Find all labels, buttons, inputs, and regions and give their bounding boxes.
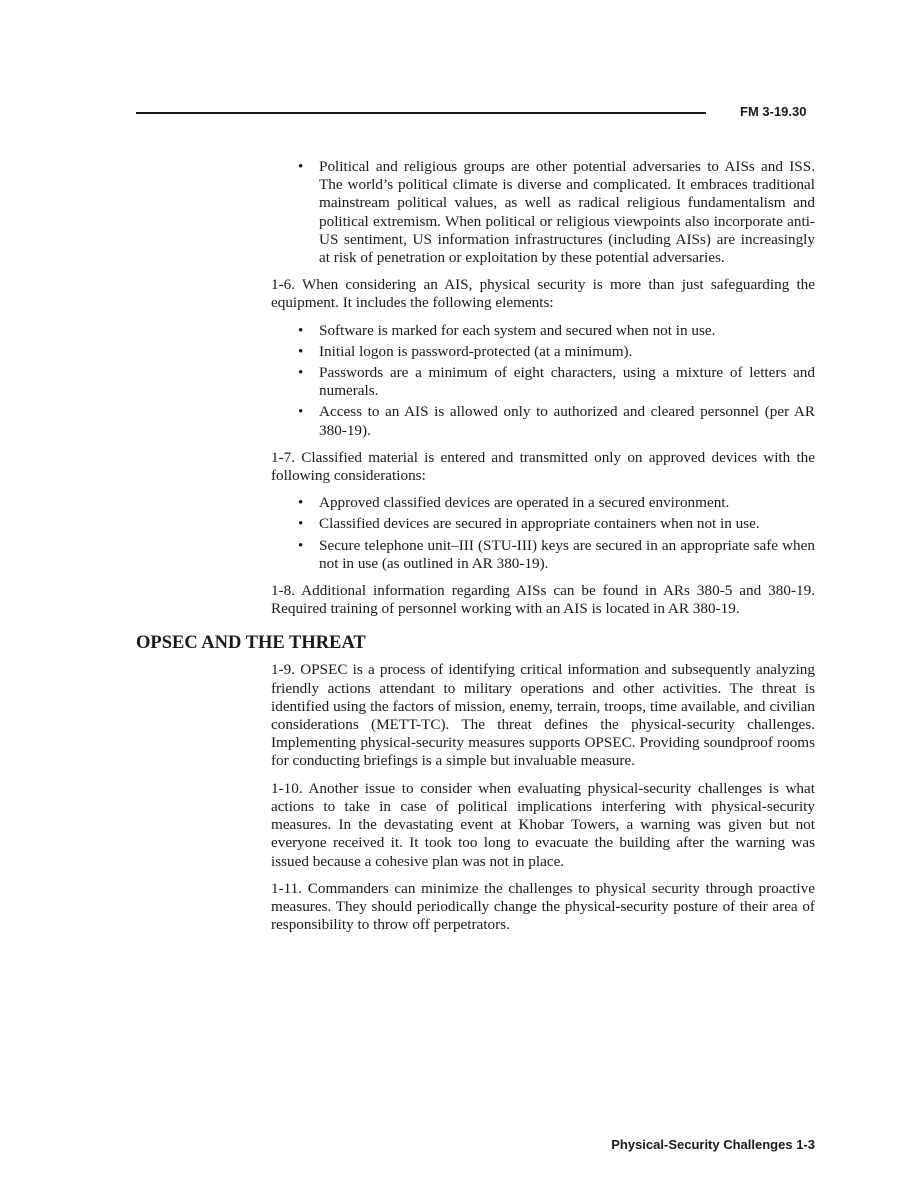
list-item: • Approved classified devices are operated in a secured environment.: [298, 494, 730, 512]
header-rule: [136, 112, 706, 114]
list-item: • Passwords are a minimum of eight characters, using a mixture of letters and numerals.: [298, 364, 815, 400]
document-id: FM 3-19.30: [740, 104, 807, 119]
bullet-icon: •: [298, 158, 304, 175]
bullet-icon: •: [298, 321, 304, 339]
list-item: • Initial logon is password-protected (at a minimum).: [298, 342, 633, 360]
bullet-icon: •: [298, 342, 304, 360]
page-footer: Physical-Security Challenges 1-3: [611, 1137, 815, 1152]
paragraph-1-7: 1-7. Classified material is entered and transmitted only on approved devices with the following considerations:: [271, 448, 815, 485]
bullet-list-top: [271, 158, 815, 267]
list-item: • Access to an AIS is allowed only to authorized and cleared personnel (per AR 380-19).: [298, 403, 815, 439]
paragraph-1-8: 1-8. Additional information regarding AISs can be found in ARs 380-5 and 380-19. Required training of personnel working with an AIS is located in AR 380-19.: [271, 582, 815, 618]
page-body: [136, 158, 815, 943]
list-item: • Secure telephone unit–III (STU-III) keys are secured in an appropriate safe when not in use (as outlined in AR 380-19).: [298, 536, 815, 572]
paragraph-1-6: 1-6. When considering an AIS, physical security is more than just safeguarding the equipment. It includes the following elements:: [271, 276, 815, 312]
bullet-icon: •: [298, 536, 304, 554]
paragraph-1-9: 1-9. OPSEC is a process of identifying critical information and subsequently analyzing friendly actions attendant to military operations and other activities. The threat is identified using the factors of mission, enemy, terrain, troops, time available, and civilian considerations (METT-TC). The threat defines the physical-security challenges. Implementing physical-security measures supports OPSEC. Providing soundproof rooms for conducting briefings is a simple but invaluable measure.: [271, 661, 815, 770]
paragraph-1-10: 1-10. Another issue to consider when evaluating physical-security challenges is what actions to take in case of political implications interfering with physical-security measures. In the devastating event at Khobar Towers, a warning was given but not everyone received it. It took too long to evacuate the building after the warning was issued because a cohesive plan was not in place.: [271, 779, 815, 870]
bullet-list-1-7: [271, 494, 815, 573]
list-item: • Classified devices are secured in appropriate containers when not in use.: [298, 515, 760, 533]
bullet-icon: •: [298, 364, 304, 382]
list-item: • Software is marked for each system and secured when not in use.: [298, 321, 716, 339]
section-heading: OPSEC AND THE THREAT: [136, 633, 366, 654]
bullet-icon: •: [298, 494, 304, 512]
paragraph-1-11: 1-11. Commanders can minimize the challenges to physical security through proactive measures. They should periodically change the physical-security posture of their area of responsibility to throw off perpetrators.: [271, 879, 815, 934]
bullet-icon: •: [298, 403, 304, 421]
bullet-list-1-6: [271, 322, 815, 440]
bullet-icon: •: [298, 515, 304, 533]
list-item: • Political and religious groups are other potential adversaries to AISs and ISS. The world’s political climate is diverse and complicated. It embraces traditional mainstream political values, as well as radical religious fundamentalism and political extremism. When political or religious viewpoints also incorporate anti-US sentiment, US information infrastructures (including AISs) are increasingly at risk of penetration or exploitation by these potential adversaries.: [298, 158, 815, 267]
